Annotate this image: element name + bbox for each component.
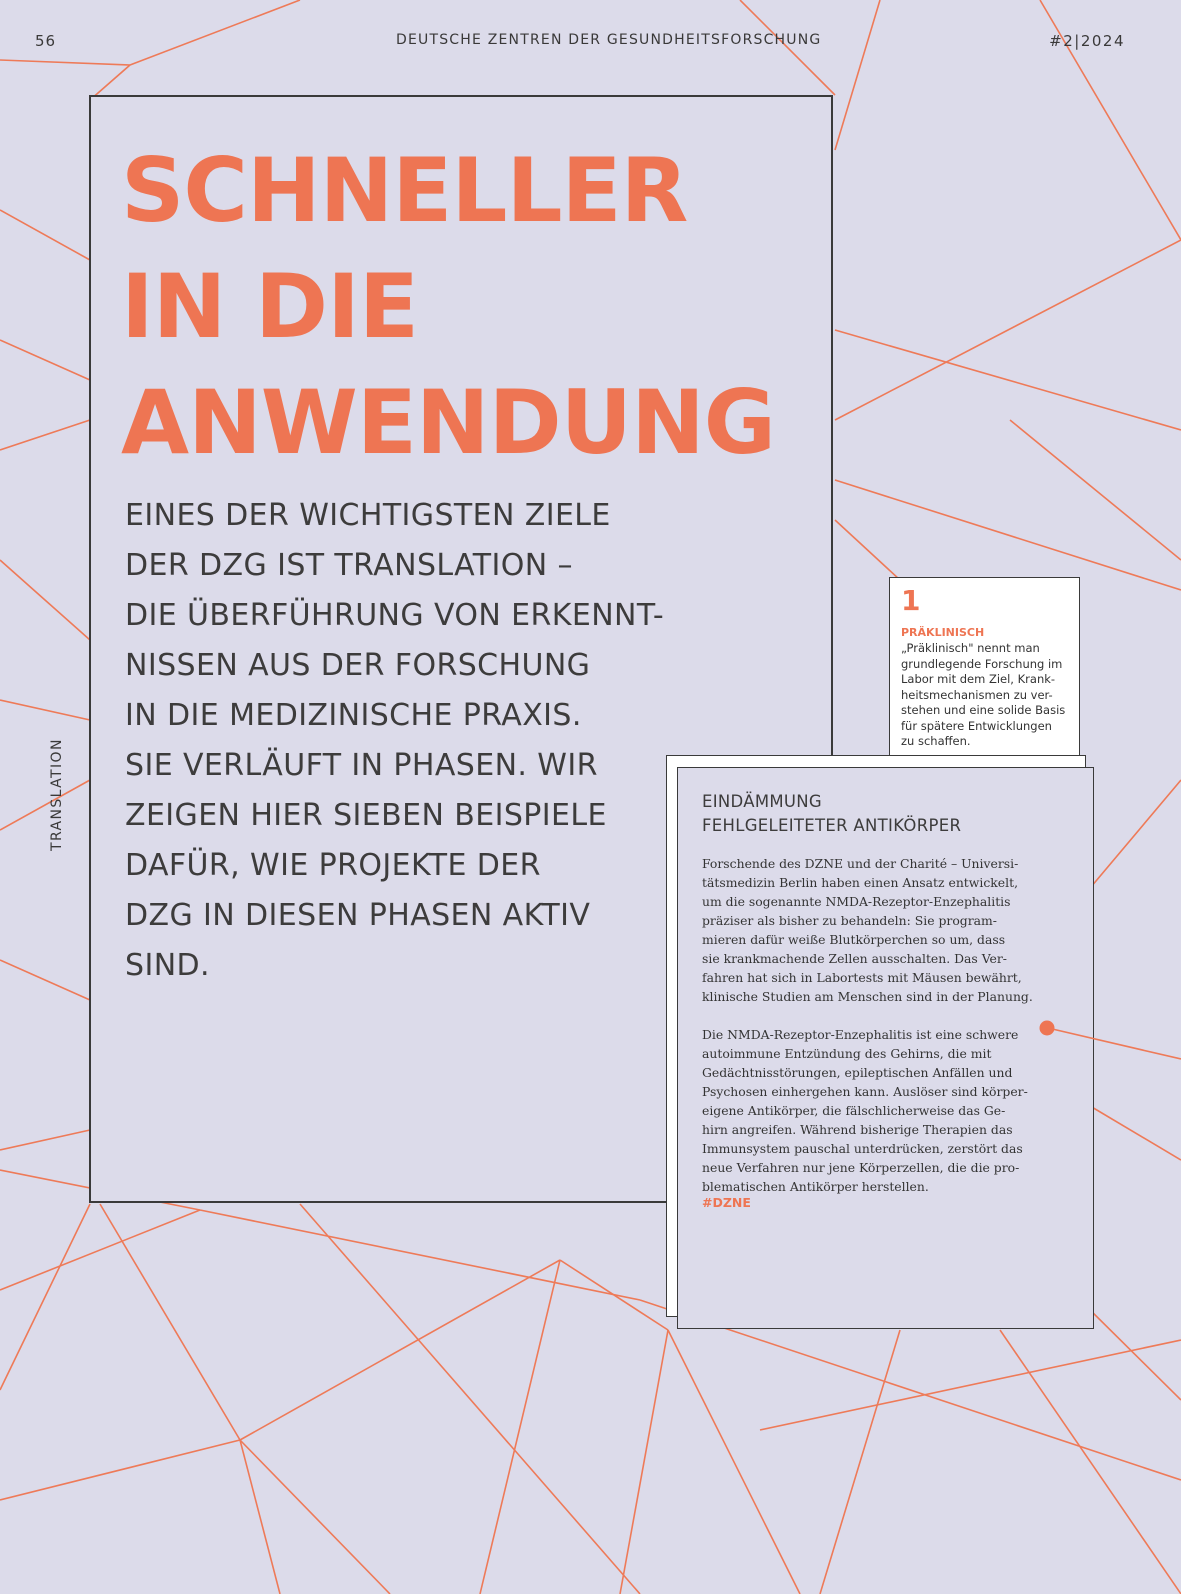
paragraph-gap [702,1006,1072,1025]
intro-line: DZG IN DIESEN PHASEN AKTIV [125,898,591,933]
intro-text [125,491,725,991]
phase-line: Labor mit dem Ziel, Krank- [901,672,1056,686]
story-body [702,854,1072,1196]
story-line: Gedächtnisstörungen, epileptischen Anfällen und [702,1065,1013,1080]
headline-line: SCHNELLER [121,139,688,242]
story-line: sie krankmachende Zellen ausschalten. Das Ver- [702,951,1007,966]
story-title-line: EINDÄMMUNG [702,792,823,811]
intro-line: DIE ÜBERFÜHRUNG VON ERKENNT- [125,598,665,633]
story-line: mieren dafür weiße Blutkörperchen so um, dass [702,932,1006,947]
story-line: hirn angreifen. Während bisherige Therapien das [702,1122,1013,1137]
headline-line: ANWENDUNG [121,371,775,474]
phase-description [901,641,1073,750]
intro-line: SIND. [125,948,210,983]
intro-line: SIE VERLÄUFT IN PHASEN. WIR [125,748,598,783]
story-line: klinische Studien am Menschen sind in der Planung. [702,989,1033,1004]
story-line: präziser als bisher zu behandeln: Sie program- [702,913,997,928]
story-tag: #DZNE [702,1195,751,1210]
story-line: neue Verfahren nur jene Körperzellen, die die pro- [702,1160,1020,1175]
intro-line: ZEIGEN HIER SIEBEN BEISPIELE [125,798,607,833]
intro-line: NISSEN AUS DER FORSCHUNG [125,648,591,683]
story-line: autoimmune Entzündung des Gehirns, die mit [702,1046,992,1061]
intro-line: IN DIE MEDIZINISCHE PRAXIS. [125,698,582,733]
phase-line: zu schaffen. [901,734,971,748]
story-line: Immunsystem pauschal unterdrücken, zerstört das [702,1141,1023,1156]
story-line: Forschende des DZNE und der Charité – Universi- [702,856,1019,871]
headline-line: IN DIE [121,255,418,358]
story-title [702,790,961,838]
phase-card [889,577,1080,767]
issue-number: #2|2024 [1049,32,1125,50]
phase-title: PRÄKLINISCH [901,626,985,639]
story-line: eigene Antikörper, die fälschlicherweise das Ge- [702,1103,1006,1118]
story-line: Psychosen einhergehen kann. Auslöser sind körper- [702,1084,1028,1099]
page-number: 56 [35,32,57,50]
headline [121,133,775,481]
story-title-line: FEHLGELEITETER ANTIKÖRPER [702,816,962,835]
story-line: fahren hat sich in Labortests mit Mäusen bewährt, [702,970,1022,985]
story-line: um die sogenannte NMDA-Rezeptor-Enzephalitis [702,894,1011,909]
phase-line: stehen und eine solide Basis [901,703,1066,717]
phase-line: „Präklinisch" nennt man [901,641,1040,655]
connector-dot-icon [1030,1009,1181,1069]
phase-number: 1 [901,584,921,617]
intro-line: DAFÜR, WIE PROJEKTE DER [125,848,541,883]
story-line: blematischen Antikörper herstellen. [702,1179,929,1194]
story-line: tätsmedizin Berlin haben einen Ansatz entwickelt, [702,875,1019,890]
phase-line: heitsmechanismen zu ver- [901,687,1053,702]
running-header: DEUTSCHE ZENTREN DER GESUNDHEITSFORSCHUNG [396,32,822,48]
intro-line: DER DZG IST TRANSLATION – [125,548,573,583]
intro-line: EINES DER WICHTIGSTEN ZIELE [125,498,611,533]
section-side-label: TRANSLATION [49,738,65,851]
phase-line: grundlegende Forschung im [901,656,1063,671]
story-line: Die NMDA-Rezeptor-Enzephalitis ist eine schwere [702,1027,1019,1042]
phase-line: für spätere Entwicklungen [901,718,1052,733]
